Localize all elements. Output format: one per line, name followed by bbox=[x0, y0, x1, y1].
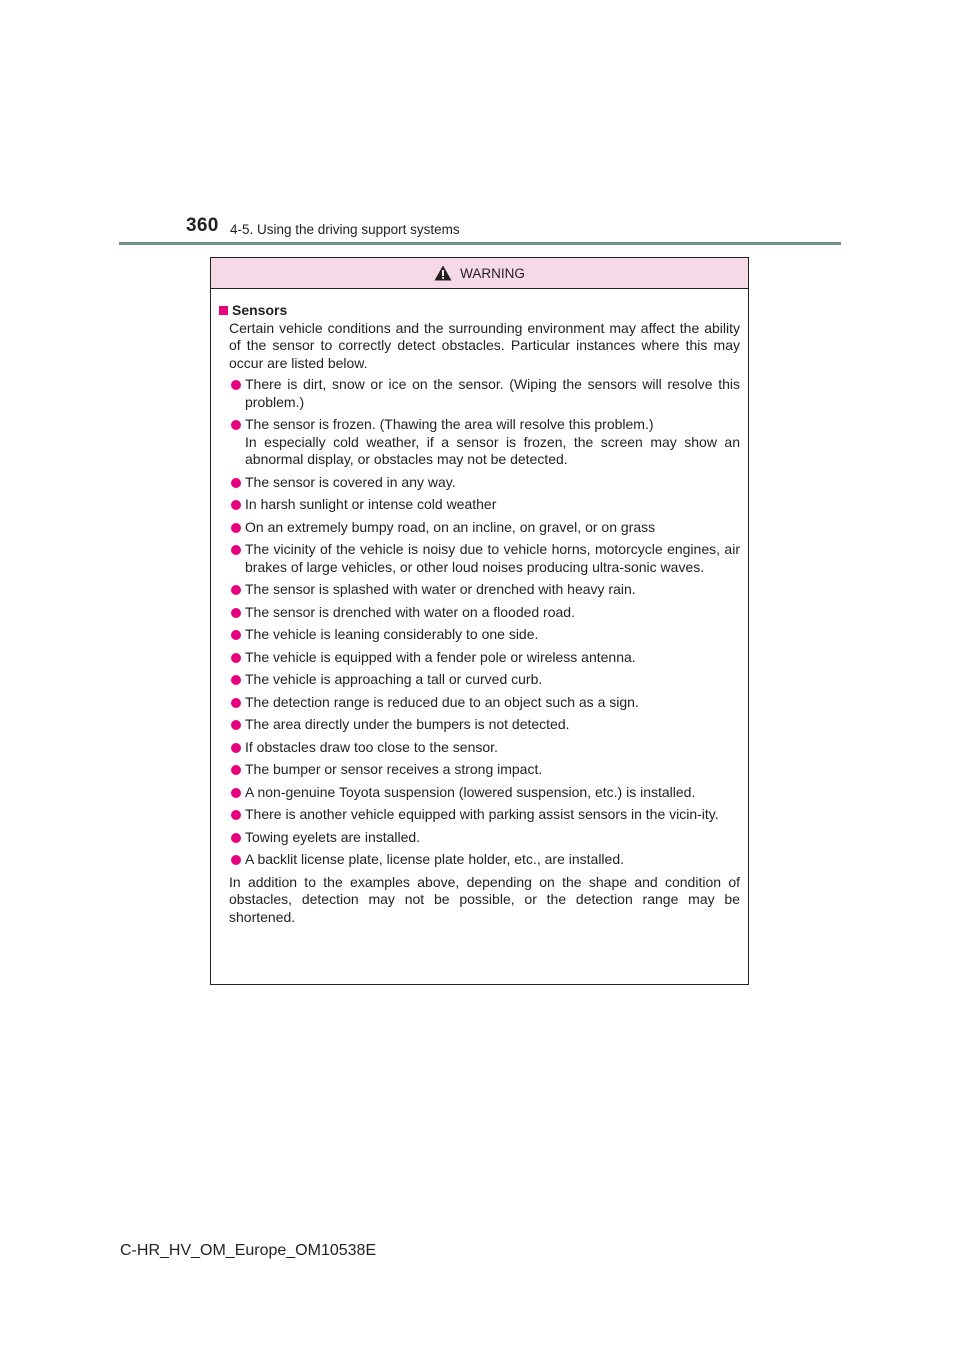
list-item bbox=[219, 829, 740, 847]
list-item-subtext: In especially cold weather, if a sensor is frozen, the screen may show an abnormal display, or obstacles may not be detected. bbox=[245, 433, 740, 467]
list-item bbox=[219, 581, 740, 599]
list-item-text: The vehicle is equipped with a fender pole or wireless antenna. bbox=[245, 648, 636, 665]
intro-paragraph: Certain vehicle conditions and the surrounding environment may affect the ability of the sensor to correctly detect obstacles. Particular instances where this may occur are listed below. bbox=[229, 319, 740, 371]
bullet-circle-icon bbox=[231, 523, 241, 533]
list-item bbox=[219, 496, 740, 514]
list-item-text: The detection range is reduced due to an object such as a sign. bbox=[245, 693, 639, 710]
list-item-content bbox=[245, 376, 740, 411]
bullet-circle-icon bbox=[231, 478, 241, 488]
list-item-text: The vehicle is approaching a tall or curved curb. bbox=[245, 671, 543, 687]
list-item bbox=[219, 474, 740, 492]
list-item bbox=[219, 716, 740, 734]
list-item-content bbox=[245, 581, 740, 599]
list-item bbox=[219, 806, 740, 824]
list-item-content bbox=[245, 519, 740, 537]
list-item bbox=[219, 761, 740, 779]
list-item bbox=[219, 519, 740, 537]
bullet-circle-icon bbox=[231, 765, 241, 775]
list-item-text: There is another vehicle equipped with parking assist sensors in the vicin-ity. bbox=[245, 806, 719, 822]
warning-body bbox=[211, 289, 748, 926]
bullet-circle-icon bbox=[231, 855, 241, 865]
list-item-text: A backlit license plate, license plate holder, etc., are installed. bbox=[245, 851, 624, 867]
warning-label: WARNING bbox=[460, 265, 525, 281]
list-item-text: The area directly under the bumpers is not detected. bbox=[245, 716, 570, 732]
document-code: C-HR_HV_OM_Europe_OM10538E bbox=[120, 1242, 377, 1259]
section-title: 4-5. Using the driving support systems bbox=[230, 222, 460, 237]
list-item-text: The sensor is frozen. (Thawing the area will resolve this problem.) bbox=[245, 416, 654, 432]
list-item-content bbox=[245, 416, 740, 469]
warning-header bbox=[211, 258, 748, 289]
list-item-text: A non-genuine Toyota suspension (lowered suspension, etc.) is installed. bbox=[245, 783, 696, 800]
list-item-content bbox=[245, 716, 740, 734]
list-item-text: If obstacles draw too close to the sensor. bbox=[245, 738, 498, 755]
section-heading bbox=[219, 302, 740, 320]
list-item-text: Towing eyelets are installed. bbox=[245, 828, 421, 845]
list-item-text: In harsh sunlight or intense cold weather bbox=[245, 496, 497, 512]
page-number: 360 bbox=[186, 215, 219, 236]
bullet-circle-icon bbox=[231, 698, 241, 708]
list-item-content bbox=[245, 474, 740, 492]
list-item-content bbox=[245, 829, 740, 847]
list-item-content bbox=[245, 784, 740, 802]
list-item-content bbox=[245, 604, 740, 622]
warning-box bbox=[210, 257, 749, 985]
list-item-content bbox=[245, 626, 740, 644]
list-item bbox=[219, 376, 740, 411]
list-item bbox=[219, 626, 740, 644]
list-item bbox=[219, 694, 740, 712]
header-rule bbox=[119, 242, 841, 245]
list-item-text: There is dirt, snow or ice on the sensor. (Wiping the sensors will resolve this problem.) bbox=[245, 376, 740, 410]
bullet-circle-icon bbox=[231, 788, 241, 798]
bullet-circle-icon bbox=[231, 585, 241, 595]
list-item-content bbox=[245, 761, 740, 779]
list-item-content bbox=[245, 649, 740, 667]
list-item bbox=[219, 851, 740, 869]
list-item-content bbox=[245, 739, 740, 757]
bullet-circle-icon bbox=[231, 630, 241, 640]
bullet-circle-icon bbox=[231, 420, 241, 430]
bullet-circle-icon bbox=[231, 500, 241, 510]
list-item bbox=[219, 739, 740, 757]
list-item bbox=[219, 604, 740, 622]
square-marker-icon bbox=[219, 306, 228, 315]
bullet-circle-icon bbox=[231, 720, 241, 730]
bullet-circle-icon bbox=[231, 608, 241, 618]
condition-list bbox=[219, 376, 740, 869]
bullet-circle-icon bbox=[231, 545, 241, 555]
bullet-circle-icon bbox=[231, 743, 241, 753]
list-item-content bbox=[245, 671, 740, 689]
list-item-text: The sensor is covered in any way. bbox=[245, 473, 456, 490]
list-item-content bbox=[245, 496, 740, 514]
list-item bbox=[219, 649, 740, 667]
list-item bbox=[219, 416, 740, 469]
list-item-text: The vicinity of the vehicle is noisy due to vehicle horns, motorcycle engines, air brakes of large vehicles, or other loud noises producing ultra-sonic waves. bbox=[245, 541, 740, 575]
bullet-circle-icon bbox=[231, 675, 241, 685]
warning-triangle-icon bbox=[434, 265, 452, 281]
list-item-text: The sensor is splashed with water or drenched with heavy rain. bbox=[245, 581, 636, 597]
list-item-text: The bumper or sensor receives a strong impact. bbox=[245, 761, 543, 777]
list-item-content bbox=[245, 694, 740, 712]
list-item-text: The sensor is drenched with water on a flooded road. bbox=[245, 603, 575, 620]
list-item-text: The vehicle is leaning considerably to one side. bbox=[245, 626, 539, 642]
list-item-content bbox=[245, 851, 740, 869]
bullet-circle-icon bbox=[231, 380, 241, 390]
list-item bbox=[219, 541, 740, 576]
list-item-content bbox=[245, 541, 740, 576]
list-item bbox=[219, 784, 740, 802]
list-item bbox=[219, 671, 740, 689]
list-item-content bbox=[245, 806, 740, 824]
heading-text: Sensors bbox=[232, 302, 288, 318]
outro-paragraph: In addition to the examples above, depending on the shape and condition of obstacles, detection may not be possible, or the detection range may be shortened. bbox=[229, 873, 740, 925]
list-item-text: On an extremely bumpy road, on an incline, on gravel, or on grass bbox=[245, 518, 656, 535]
bullet-circle-icon bbox=[231, 810, 241, 820]
bullet-circle-icon bbox=[231, 833, 241, 843]
bullet-circle-icon bbox=[231, 653, 241, 663]
